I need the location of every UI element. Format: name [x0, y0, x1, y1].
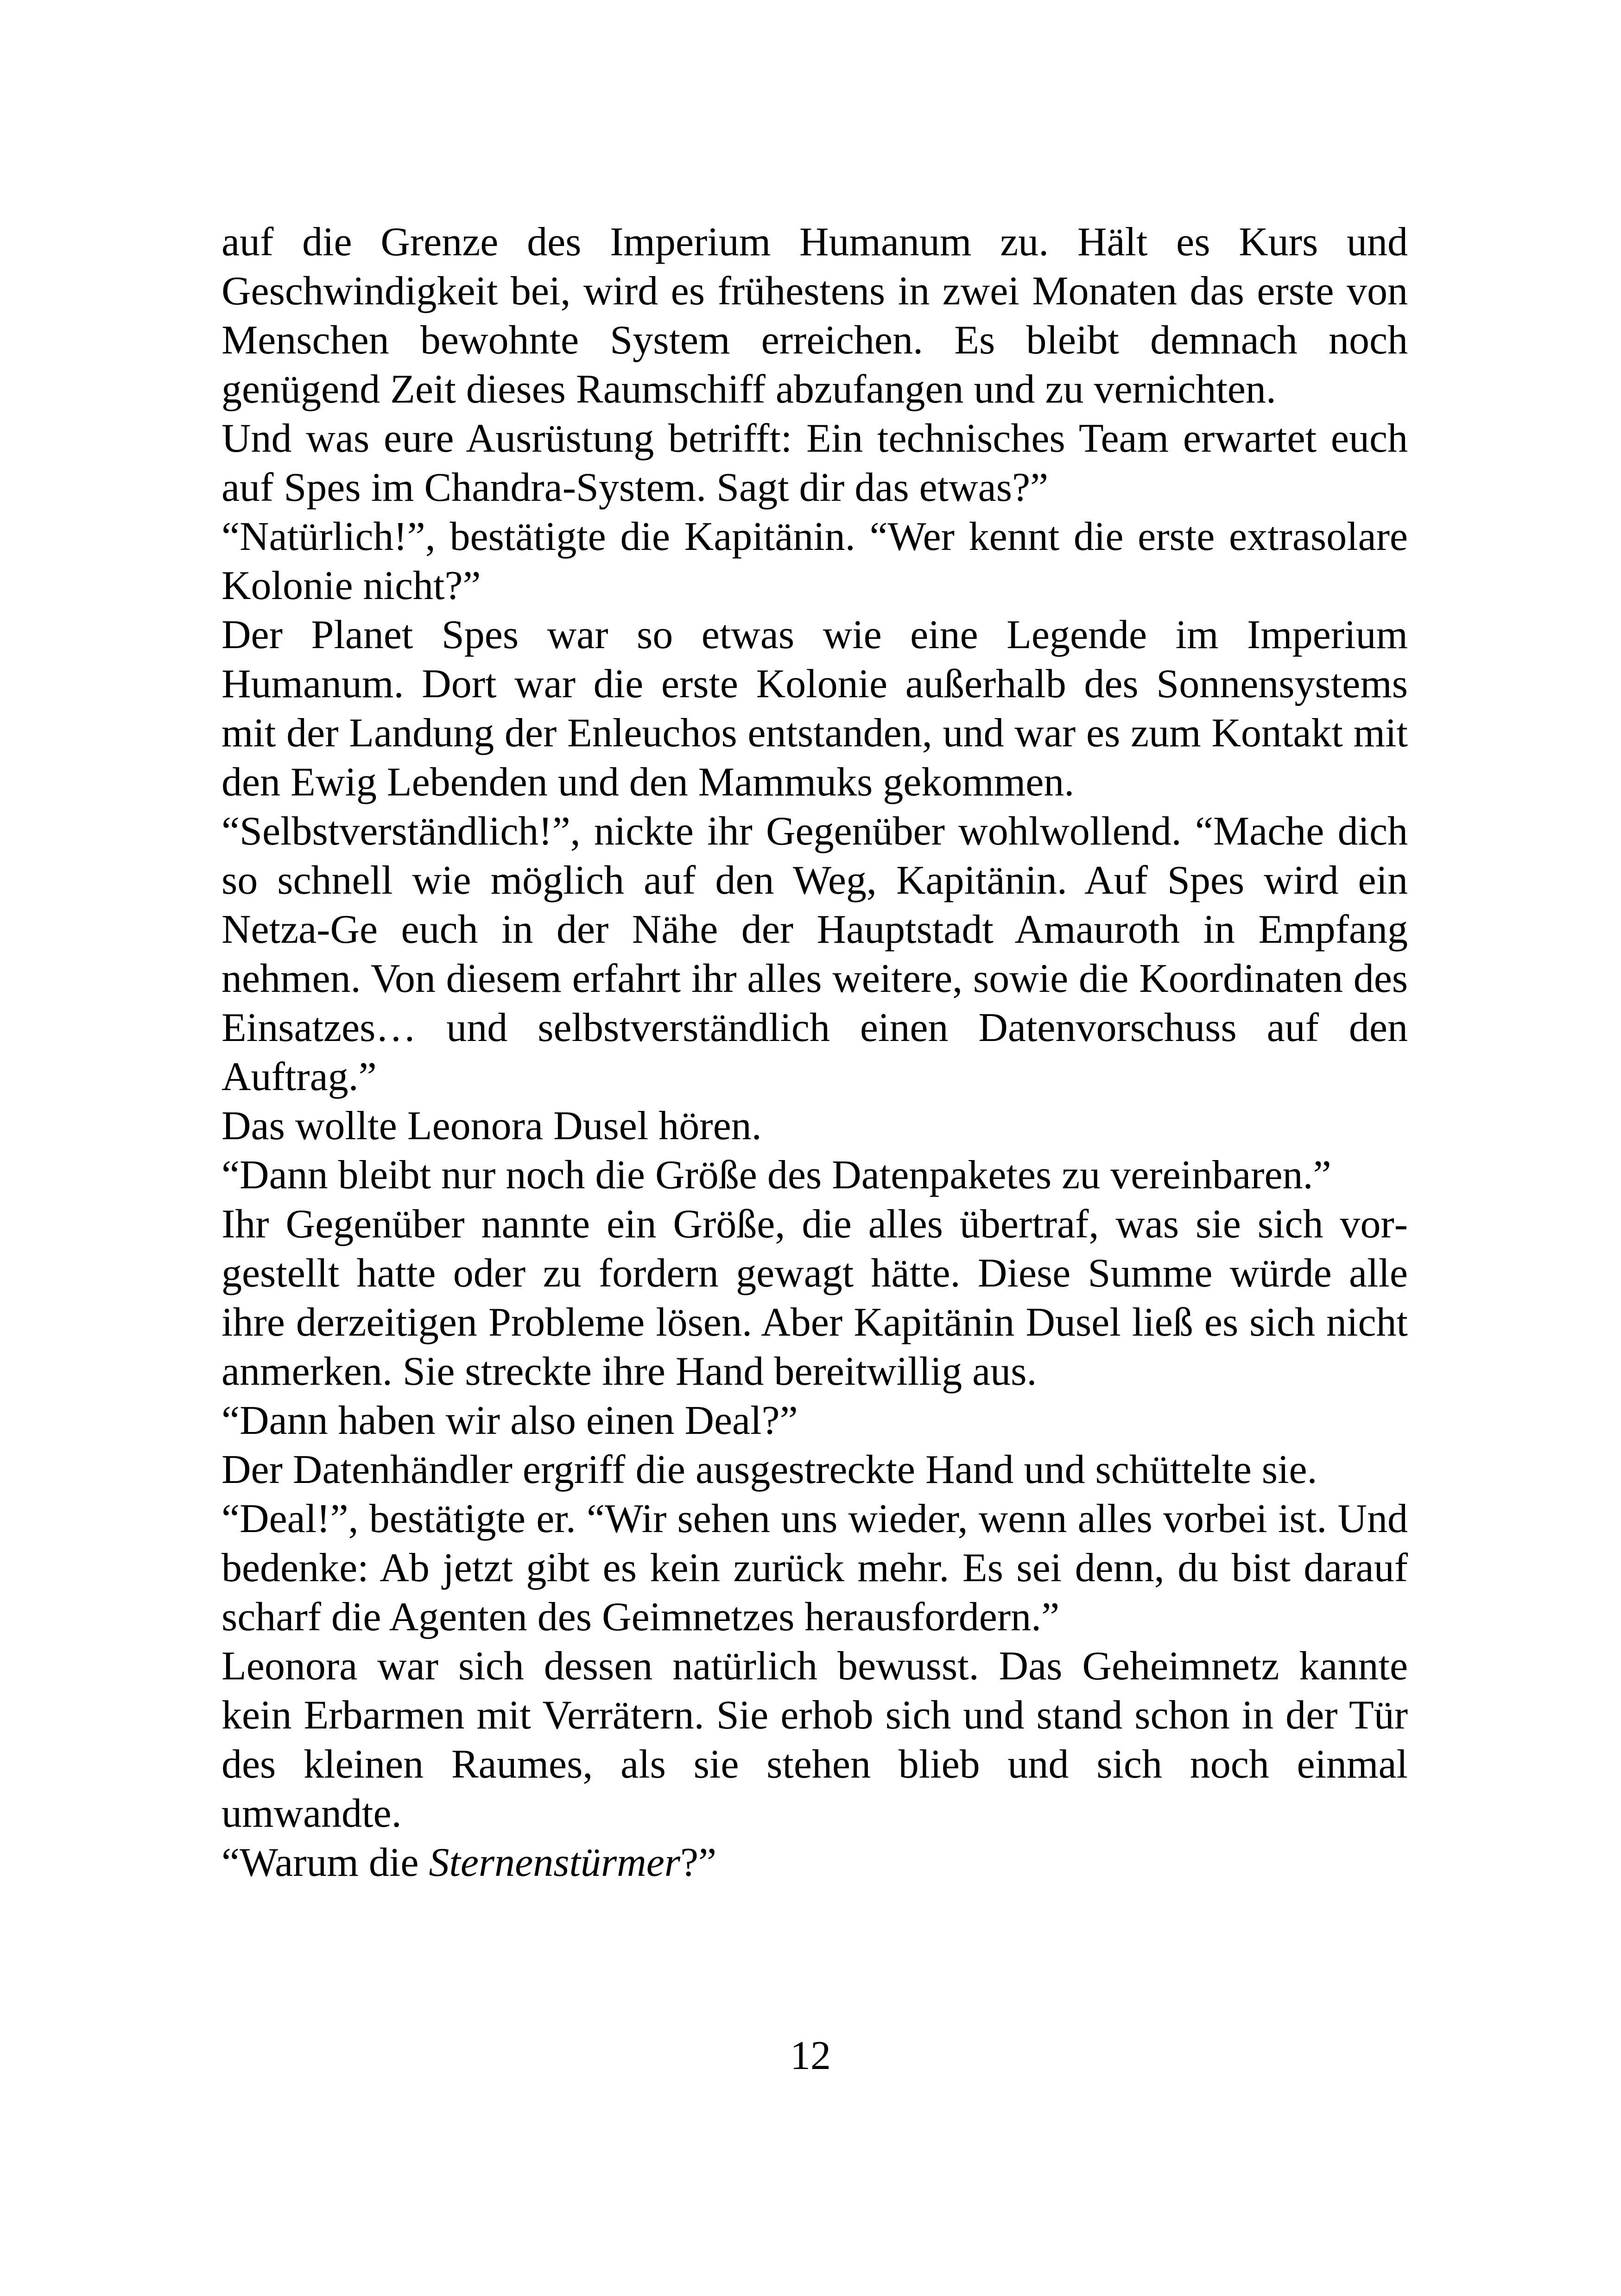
paragraph: Leonora war sich dessen natürlich bewusst. Das Geheimnetz kannte kein Erbarmen mit Verrätern. Sie erhob sich und stand schon in der Tür des kleinen Raumes, als sie stehen blieb und sich noch einmal umwandte. [222, 1644, 1408, 1836]
body-text [222, 218, 1408, 1887]
paragraph: “Dann bleibt nur noch die Größe des Datenpaketes zu vereinbaren.” [222, 1153, 1331, 1198]
ship-name-italic: Sternenstürmer [429, 1840, 680, 1885]
paragraph: “Deal!”, bestätigte er. “Wir sehen uns wieder, wenn alles vorbei ist. Und bedenke: Ab jetzt gibt es kein zurück mehr. Es sei denn, du bist darauf scharf die Agenten des Geimnetzes herausfordern.” [222, 1496, 1408, 1640]
paragraph: Ihr Gegenüber nannte ein Größe, die alles übertraf, was sie sich vorgestellt hatte oder zu fordern gewagt hätte. Diese Summe würde alle ihre derzeitigen Probleme lösen. Aber Kapitänin Dusel ließ es sich nicht anmerken. Sie streckte ihre Hand bereitwillig aus. [222, 1202, 1408, 1394]
paragraph: Der Datenhändler ergriff die ausgestreckte Hand und schüttelte sie. [222, 1447, 1317, 1492]
paragraph: Der Planet Spes war so etwas wie eine Legende im Imperium Humanum. Dort war die erste Kolonie außerhalb des Sonnensystems mit der Landung der Enleuchos entstanden, und war es zum Kontakt mit den Ewig Lebenden und den Mammuks gekommen. [222, 612, 1408, 805]
paragraph: Das wollte Leonora Dusel hören. [222, 1104, 762, 1148]
paragraph: “Selbstverständlich!”, nickte ihr Gegenüber wohlwollend. “Mache dich so schnell wie möglich auf den Weg, Kapitänin. Auf Spes wird ein Netza-Ge euch in der Nähe der Hauptstadt Amauroth in Empfang nehmen. Von diesem erfahrt ihr alles weitere, sowie die Koordinaten des Einsatzes… und selbstverständlich einen Datenvorschuss auf den Auftrag.” [222, 809, 1408, 1099]
final-paragraph [222, 1838, 1408, 1887]
final-line-start: “Warum die [222, 1840, 429, 1885]
paragraph: auf die Grenze des Imperium Humanum zu. Hält es Kurs und Geschwindigkeit bei, wird es frühestens in zwei Monaten das erste von Menschen bewohnte System erreichen. Es bleibt demnach noch genügend Zeit dieses Raumschiff abzufangen und zu vernichten. [222, 220, 1408, 412]
paragraph: “Natürlich!”, bestätigte die Kapitänin. “Wer kennt die erste extrasolare Kolonie nicht?” [222, 514, 1408, 608]
paragraph: “Dann haben wir also einen Deal?” [222, 1398, 798, 1443]
final-line-end: ?” [680, 1840, 717, 1885]
page-number: 12 [790, 2033, 831, 2078]
paragraph: Und was eure Ausrüstung betrifft: Ein technisches Team erwartet euch auf Spes im Chandra-System. Sagt dir das etwas?” [222, 416, 1408, 510]
